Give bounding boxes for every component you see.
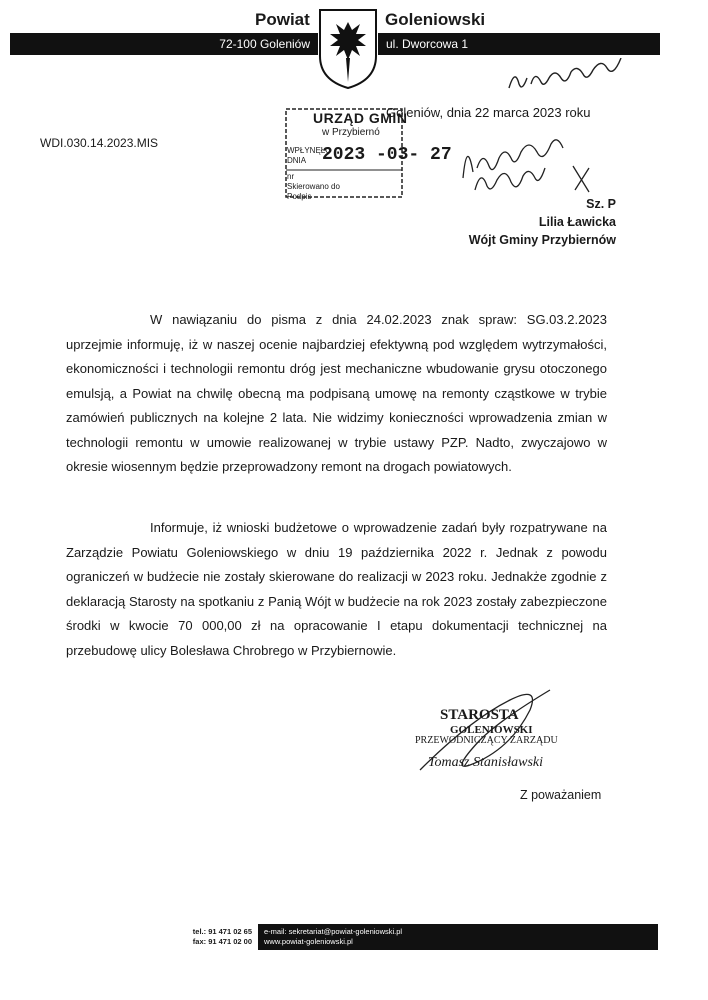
document-reference: WDI.030.14.2023.MIS (40, 136, 159, 150)
header-right-bar (378, 33, 660, 55)
footer-email: e-mail: sekretariat@powiat-goleniowski.pl (264, 927, 403, 936)
stamp-nr-label: nr (287, 172, 295, 181)
recipient-title: Wójt Gminy Przybiernów (468, 233, 616, 247)
stamp-place: w Przybiernó (322, 127, 380, 138)
letter-paragraph-2 (66, 516, 607, 663)
signatory-stamp-title: STAROSTA (440, 707, 519, 723)
recipient-name: Lilia Ławicka (538, 215, 616, 229)
stamp-referred-label: Skierowano do (287, 182, 340, 191)
footer-tel: tel.: 91 471 02 65 (192, 927, 252, 936)
footer-fax: fax: 91 471 02 00 (192, 937, 252, 946)
header-right-address: ul. Dworcowa 1 (386, 37, 469, 51)
stamp-date-label: WPŁYNĘŁO DNIA (287, 146, 332, 165)
header-county-name: Goleniowski (385, 10, 486, 29)
footer-contact (264, 927, 402, 947)
signatory-role: PRZEWODNICZĄCY ZARZĄDU (415, 735, 558, 746)
paragraph-2-text: Informuje, iż wnioski budżetowe o wprowadzenie zadań były rozpatrywane na Zarządzie Powiatu Goleniowskiego w dniu 19 października 2022 r. Jednak z powodu ograniczeń w budżecie nie zostały skierowane do realizacji w 2023 roku. Jednakże zgodnie z deklaracją Starosty na spotkaniu z Panią Wójt w budżecie na rok 2023 zostały zabezpieczone środki w kwocie 70 000,00 zł na opracowanie I etapu dokumentacji technicznej na przebudowę ulicy Bolesława Chrobrego w Przybiernowie. (66, 520, 607, 658)
header-left-bar (10, 33, 318, 55)
recipient-salutation: Sz. P (586, 197, 616, 211)
handwritten-note-icon (505, 58, 640, 96)
place-date: Goleniów, dnia 22 marca 2023 roku (386, 105, 591, 120)
footer-bar (258, 924, 658, 950)
signatory-name: Tomasz Stanisławski (428, 755, 544, 770)
footer-phones (186, 927, 252, 947)
signatory-stamp-subtitle: GOLENIOWSKI (450, 724, 533, 736)
stamp-signature-label: Podpis (287, 192, 312, 201)
stamp-date: 2023 -03- 27 (322, 145, 452, 165)
letter-paragraph-1 (66, 308, 607, 480)
stamp-office: URZĄD GMIN (313, 110, 408, 126)
coat-of-arms-icon (318, 8, 378, 90)
footer-www: www.powiat-goleniowski.pl (264, 937, 353, 946)
header-county-word: Powiat (255, 10, 310, 29)
handwritten-annotation-icon (455, 118, 605, 198)
header-left-address: 72-100 Goleniów (219, 37, 310, 51)
paragraph-1-text: W nawiązaniu do pisma z dnia 24.02.2023 znak spraw: SG.03.2.2023 uprzejmie informuję, iż w naszej ocenie najbardziej efektywną pod względem wytrzymałości, ekonomiczności i technologii remontu dróg jest mechaniczne wbudowanie grysu otoczonego emulsją, a Powiat na chwilę obecną ma podpisaną umowę na remonty cząstkowe w trybie zamówień publicznych na kolejne 2 lata. Nie widzimy konieczności wprowadzenia zmian w technologii remontu w umowie realizowanej w trybie ustawy PZP. Nadto, zwyczajowo w okresie wiosennym będzie przeprowadzony remont na drogach powiatowych. (66, 312, 607, 474)
closing-regards: Z poważaniem (520, 788, 602, 802)
